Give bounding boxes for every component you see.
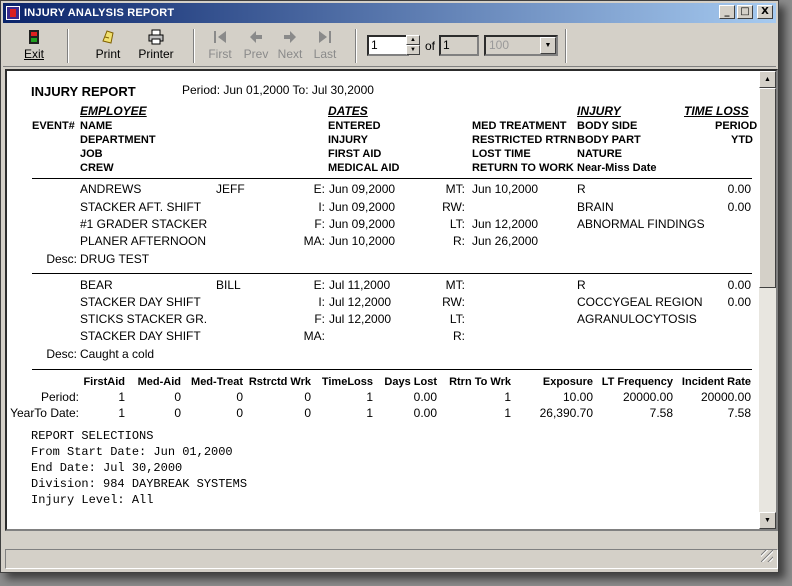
summary-cell: 1 [366,390,373,404]
selection-line: From Start Date: Jun 01,2000 [31,445,233,459]
of-label: of [425,39,436,53]
lost-time-col: LOST TIME [472,148,531,160]
scroll-thumb[interactable] [759,88,776,288]
first-aid-label: F: [314,312,325,326]
summary-cell: 1 [118,406,125,420]
event-col: EVENT# [32,120,75,132]
restricted-label: RW: [442,295,465,309]
employee-last-name: BEAR [80,278,113,292]
exit-icon [26,29,42,45]
maximize-button[interactable]: □ [737,5,753,19]
page-down-icon[interactable]: ▼ [406,45,420,55]
description: DRUG TEST [80,252,150,266]
last-page-label: Last [313,47,337,61]
desc-label: Desc: [46,347,77,361]
summary-header: Incident Rate [681,376,751,388]
med-treatment-date: Jun 10,2000 [472,182,539,196]
lost-time-label: LT: [449,312,465,326]
report-title: INJURY REPORT [31,84,136,99]
body-side: R [577,182,586,196]
app-icon[interactable] [6,6,20,20]
minimize-button[interactable]: _ [719,5,735,19]
print-button[interactable] [89,27,127,65]
arrow-right-icon [282,29,298,45]
summary-row-label: YearTo Date: [10,406,79,420]
first-page-button[interactable] [205,27,235,65]
summary-header: Exposure [542,376,593,388]
job-col: JOB [80,148,103,160]
medical-aid-date: Jun 10,2000 [329,234,396,248]
summary-cell: 1 [366,406,373,420]
entered-label: E: [313,182,325,196]
injury-date: Jul 12,2000 [329,295,392,309]
lost-time-date: Jun 12,2000 [472,217,539,231]
close-button[interactable]: X [757,5,773,19]
injury-header: INJURY [577,104,621,118]
return-to-work-col: RETURN TO WORK [472,162,574,174]
summary-cell: 0 [304,406,311,420]
status-bar [5,549,778,569]
summary-cell: 0 [174,390,181,404]
injury-nature: ABNORMAL FINDINGS [577,217,705,231]
arrow-left-icon [248,29,264,45]
summary-header: Rstrctd Wrk [248,376,311,388]
med-treatment-label: MT: [445,278,465,292]
crew-col: CREW [80,162,114,174]
first-page-icon [212,29,228,45]
page-number-input[interactable]: 1 [367,35,409,56]
report-viewer [5,69,778,531]
time-loss-period: 0.00 [727,278,751,292]
summary-header: LT Frequency [601,376,673,388]
employee-job: #1 GRADER STACKER [80,217,208,231]
scroll-up-icon[interactable]: ▲ [759,71,776,88]
exit-button[interactable] [17,27,51,65]
printer-label: Printer [138,47,174,61]
description: Caught a cold [80,347,155,361]
summary-cell: 0 [236,390,243,404]
dates-header: DATES [328,104,368,118]
summary-header: Med-Treat [191,376,243,388]
med-treatment-label: MT: [445,182,465,196]
body-side-col: BODY SIDE [577,120,638,132]
selection-line: Injury Level: All [31,493,154,507]
first-aid-date: Jun 09,2000 [329,217,396,231]
first-aid-date: Jul 12,2000 [329,312,392,326]
lost-time-label: LT: [449,217,465,231]
employee-job: STICKS STACKER GR. [80,312,208,326]
summary-cell: 7.58 [649,406,673,420]
summary-cell: 0 [236,406,243,420]
prev-page-button[interactable] [241,27,271,65]
employee-first-name: JEFF [216,182,245,196]
summary-cell: 1 [118,390,125,404]
exit-label: Exit [23,47,44,61]
injury-date: Jun 09,2000 [329,200,396,214]
page-total-field: 1 [439,35,479,56]
time-loss-period: 0.00 [727,182,751,196]
near-miss-col: Near-Miss Date [577,162,657,174]
summary-header: Days Lost [384,376,437,388]
divider [32,178,752,179]
body-part: COCCYGEAL REGION [577,295,703,309]
nature-col: NATURE [577,148,623,160]
time-loss-ytd: 0.00 [727,200,751,214]
body-side: R [577,278,586,292]
employee-first-name: BILL [216,278,241,292]
divider [32,369,752,370]
summary-cell: 1 [504,390,511,404]
body-part-col: BODY PART [577,134,641,146]
summary-header: Rtrn To Wrk [449,376,511,388]
selection-line: End Date: Jul 30,2000 [31,461,183,475]
time-loss-ytd: 0.00 [727,295,751,309]
employee-crew: STACKER DAY SHIFT [80,329,201,343]
department-col: DEPARTMENT [80,134,156,146]
employee-crew: PLANER AFTERNOON [80,234,207,248]
next-page-button[interactable] [275,27,305,65]
entered-col: ENTERED [328,120,381,132]
return-label: R: [453,234,465,248]
injury-label: I: [318,295,325,309]
medical-aid-label: MA: [303,329,325,343]
employee-header: EMPLOYEE [80,104,147,118]
first-aid-col: FIRST AID [328,148,382,160]
med-treatment-col: MED TREATMENT [472,120,567,132]
summary-cell: 0 [304,390,311,404]
report-period: Period: Jun 01,2000 To: Jul 30,2000 [182,83,374,97]
vertical-scrollbar[interactable] [759,71,776,529]
restricted-col: RESTRICTED RTRN [472,134,576,146]
summary-header: FirstAid [83,376,125,388]
first-aid-label: F: [314,217,325,231]
scroll-down-icon[interactable]: ▼ [759,512,776,529]
last-page-icon [317,29,333,45]
summary-header: TimeLoss [321,376,373,388]
summary-cell: 10.00 [562,390,593,404]
injury-nature: AGRANULOCYTOSIS [577,312,697,326]
toolbar [3,25,776,67]
printer-button[interactable] [135,27,177,65]
name-col: NAME [80,120,113,132]
print-label: Print [95,47,121,61]
medical-aid-label: MA: [303,234,325,248]
body-part: BRAIN [577,200,614,214]
medical-aid-col: MEDICAL AID [328,162,400,174]
return-date: Jun 26,2000 [472,234,539,248]
summary-cell: 1 [504,406,511,420]
entered-date: Jun 09,2000 [329,182,396,196]
resize-grip-icon[interactable] [761,550,773,562]
time-loss-header: TIME LOSS [684,104,749,118]
divider [32,273,752,274]
employee-department: STACKER DAY SHIFT [80,295,201,309]
summary-cell: 20000.00 [700,390,751,404]
summary-header: Med-Aid [137,376,181,388]
employee-last-name: ANDREWS [80,182,142,196]
summary-cell: 0 [174,406,181,420]
restricted-label: RW: [442,200,465,214]
entered-date: Jul 11,2000 [329,278,391,292]
summary-cell: 26,390.70 [539,406,593,420]
window-title: INJURY ANALYSIS REPORT [24,7,175,19]
chevron-down-icon[interactable]: ▼ [540,37,556,54]
page-up-icon[interactable]: ▲ [406,35,420,45]
selection-line: Division: 984 DAYBREAK SYSTEMS [31,477,248,491]
return-label: R: [453,329,465,343]
last-page-button[interactable] [310,27,340,65]
summary-cell: 0.00 [413,390,437,404]
zoom-select[interactable] [484,35,558,56]
zoom-value: 100 [489,38,510,52]
title-bar[interactable] [3,3,776,23]
summary-cell: 0.00 [413,406,437,420]
period-col: PERIOD [715,120,758,132]
next-page-label: Next [277,47,303,61]
summary-cell: 7.58 [727,406,751,420]
print-icon [100,29,116,45]
employee-department: STACKER AFT. SHIFT [80,200,202,214]
summary-cell: 20000.00 [622,390,673,404]
injury-label: I: [318,200,325,214]
printer-icon [148,29,164,45]
injury-date-col: INJURY [328,134,368,146]
ytd-col: YTD [731,134,753,146]
entered-label: E: [313,278,325,292]
summary-row-label: Period: [40,390,79,404]
prev-page-label: Prev [243,47,269,61]
first-page-label: First [208,47,232,61]
desc-label: Desc: [46,252,77,266]
selections-title: REPORT SELECTIONS [31,429,154,443]
